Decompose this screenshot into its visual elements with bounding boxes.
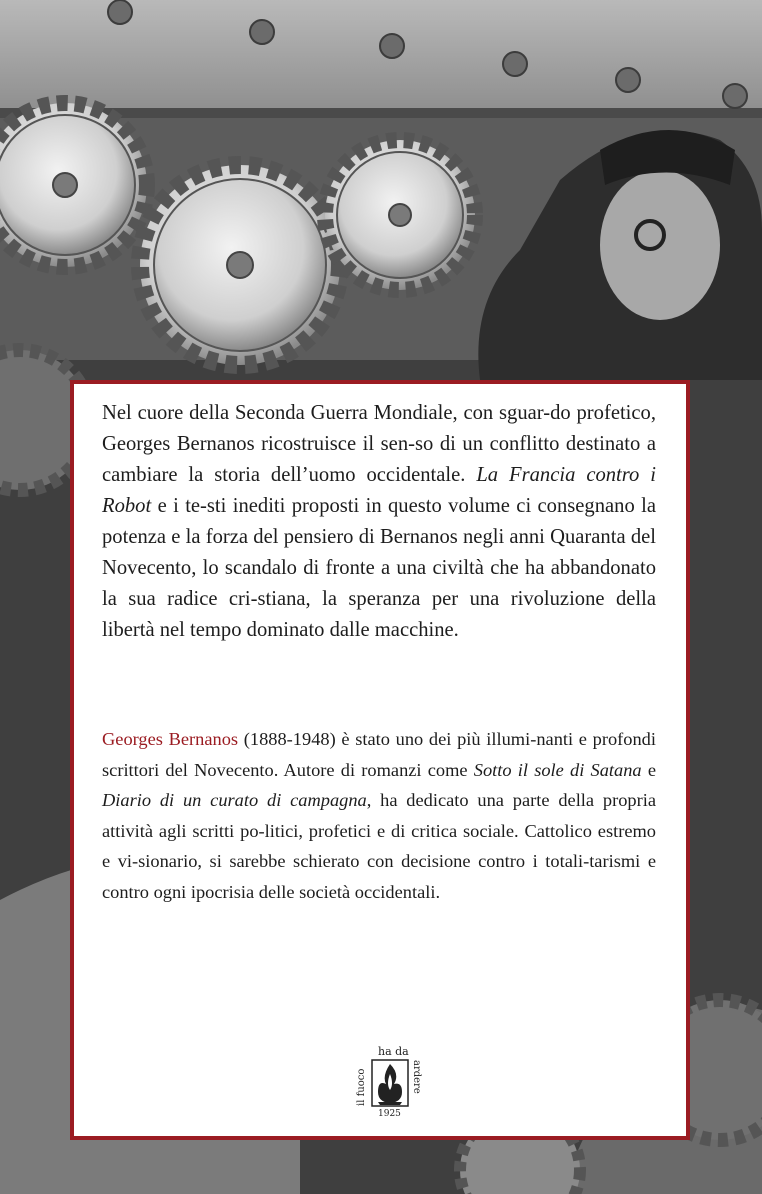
author-bio [102,724,656,907]
bio-title-1: Sotto il sole di Satana [473,759,642,780]
author-name: Georges Bernanos [102,729,239,749]
logo-top-text: ha da [378,1045,409,1058]
blurb-text-part-2: e i te-sti inediti proposti in questo volume ci consegnano la potenza e la forza del pensiero di Bernanos negli anni Quaranta del Novecento, lo scandalo di fronte a una civiltà che ha abbandonato la sua radice cri-stiana, la speranza per una rivoluzione della libertà nel tempo dominato dalle macchine. [102,495,656,641]
logo-year-text: 1925 [378,1109,401,1119]
publisher-logo [356,1044,422,1120]
logo-left-text: il fuoco [356,1068,367,1106]
bio-title-2: Diario di un curato di campagna [102,790,367,810]
book-blurb [102,398,656,646]
logo-right-text: ardere [411,1060,422,1094]
blurb-text-part-1: Nel cuore della Seconda Guerra Mondiale, con sguar-do profetico, Georges Bernanos ricostruisce il sen-so di un conflitto destinato a cambiare la storia dell’uomo occidentale. [102,402,656,486]
bio-text-1: (1888-1948) è stato uno dei più illumi-nanti e profondi scrittori del Novecento. Autore di romanzi come [102,729,656,780]
bio-text-2: e [641,759,656,780]
book-title-italic: La Francia contro i Robot [102,464,656,517]
back-cover-text-panel [70,380,690,1140]
bio-text-3: , ha dedicato una parte della propria attività agli scritti po-litici, profetici e di critica sociale. Cattolico estremo e vi-sionario, si sarebbe schierato con decisione contro i totali-tarismi e contro ogni ipocrisia delle società occidentali. [102,790,656,902]
